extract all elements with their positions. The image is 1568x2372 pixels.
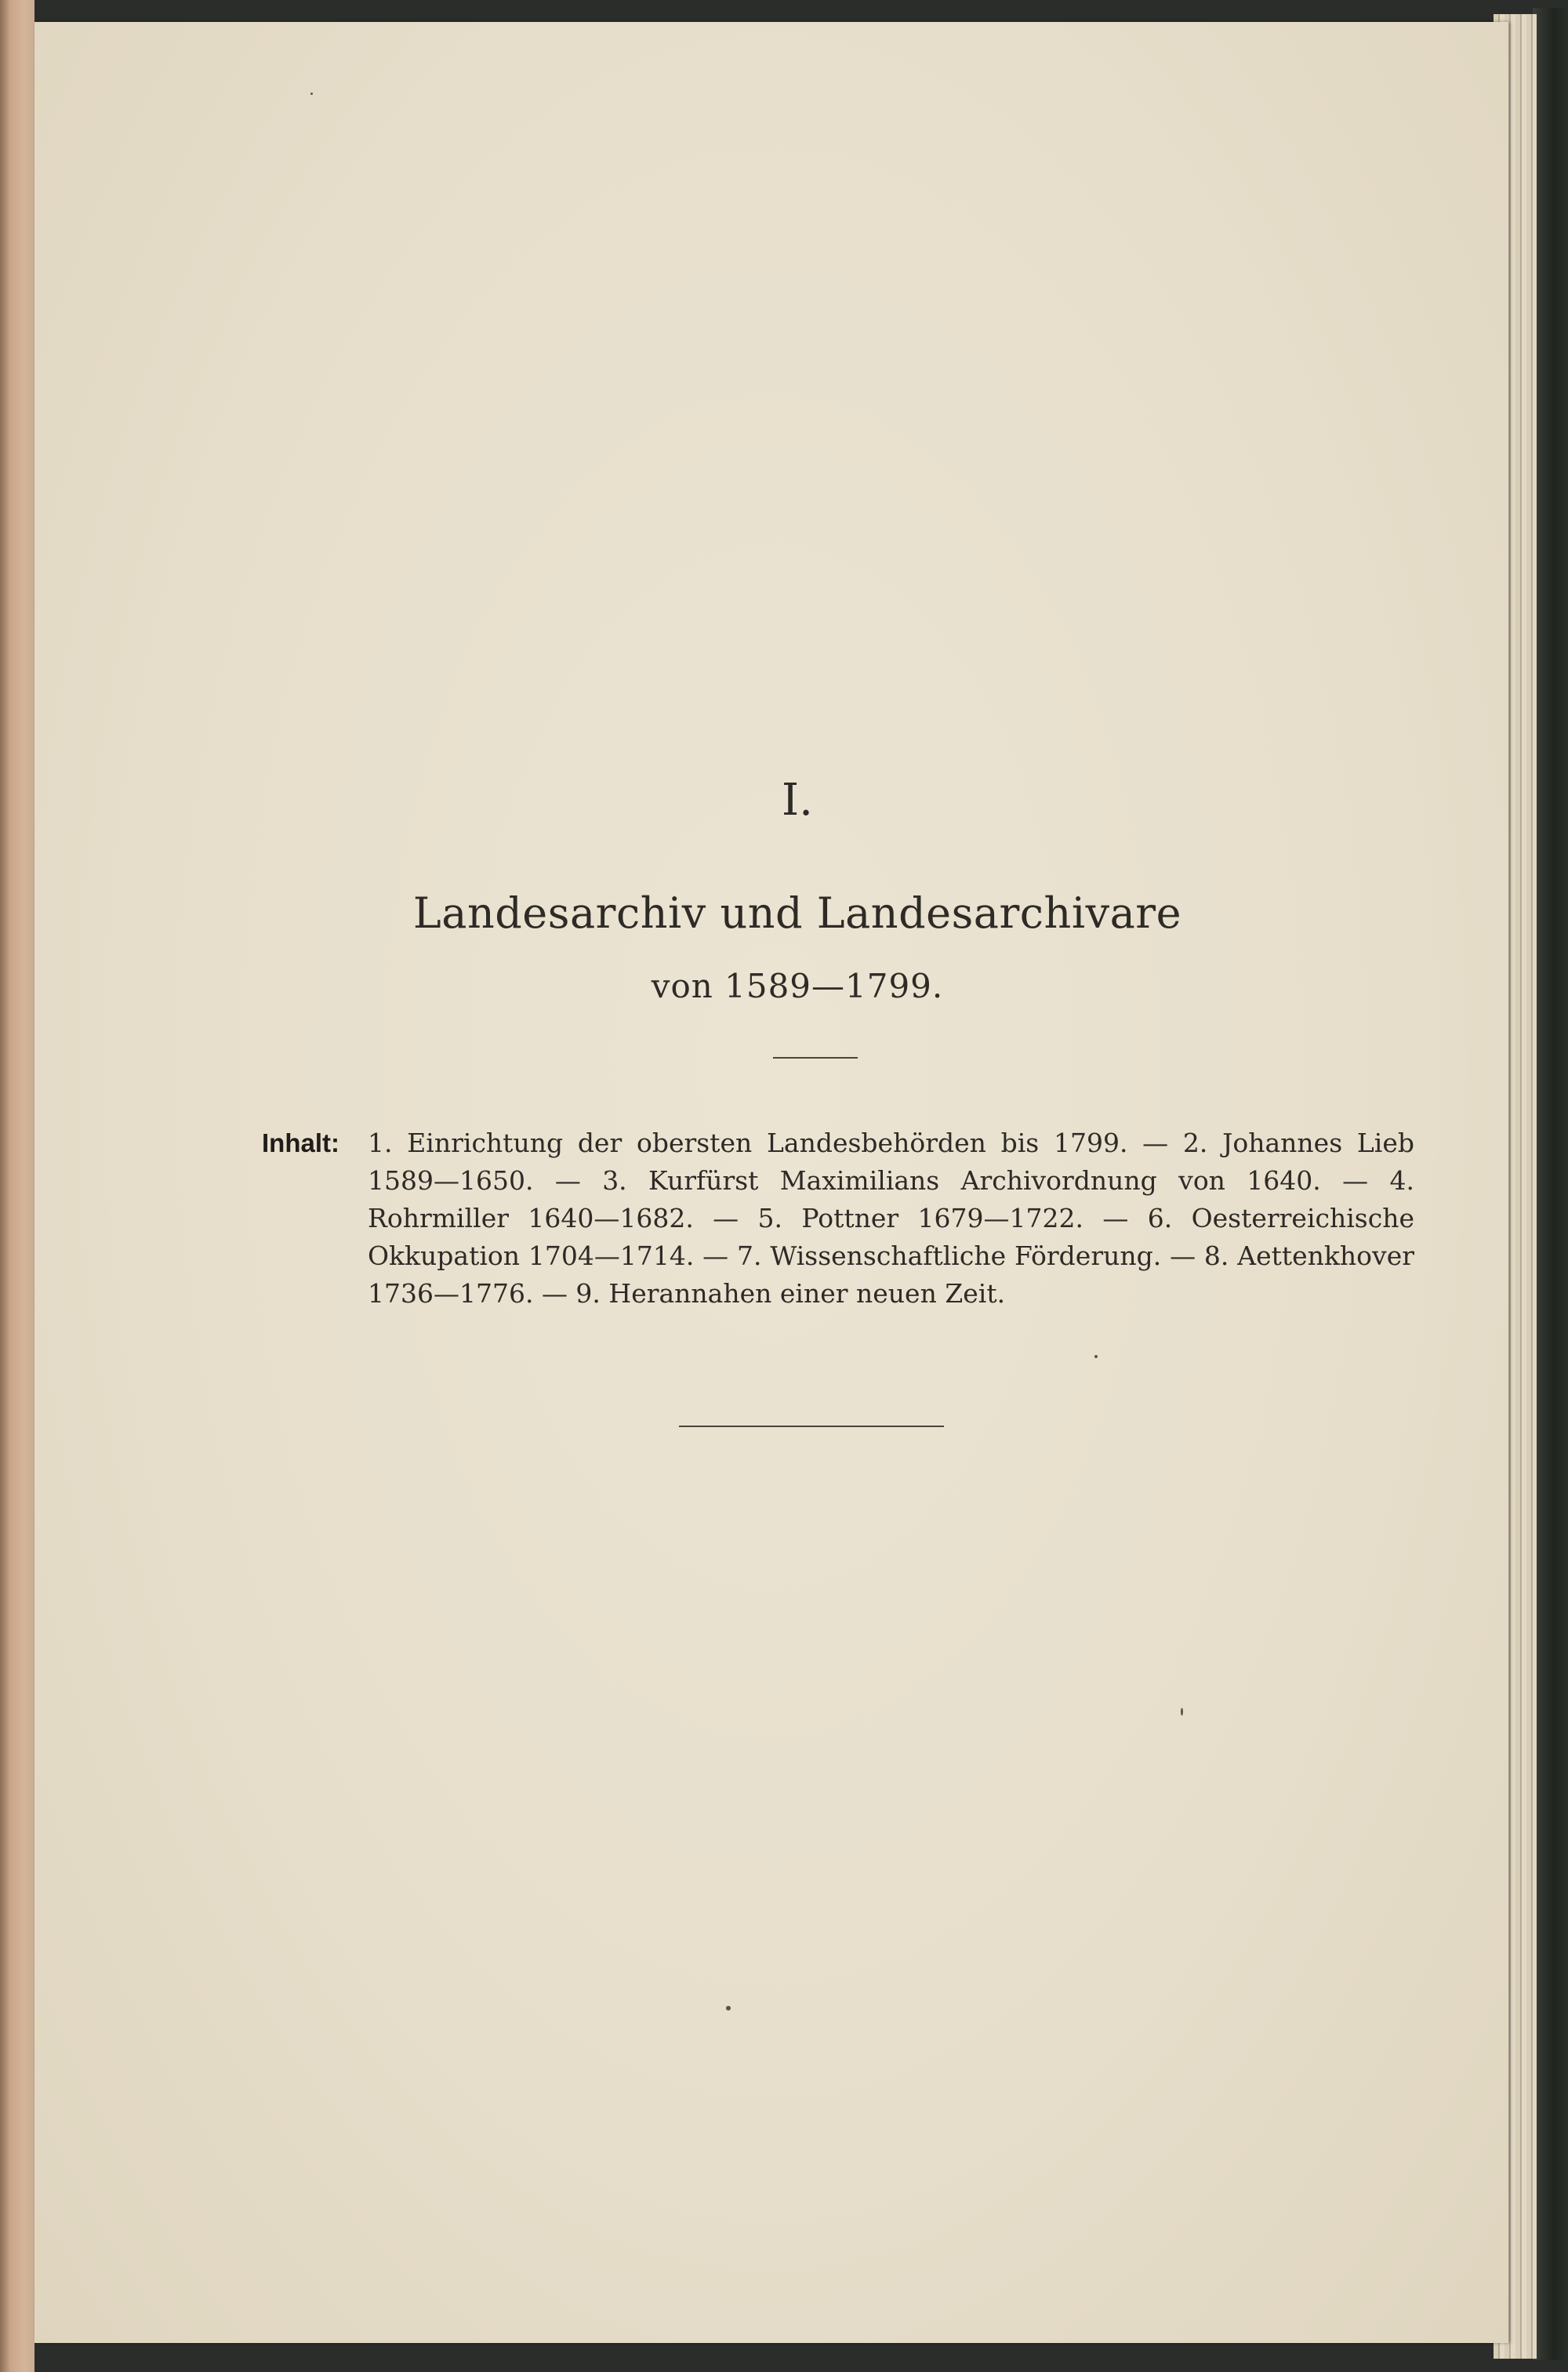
chapter-title: Landesarchiv und Landesarchivare (412, 888, 1182, 938)
paper-speck (310, 93, 313, 95)
chapter-subtitle: von 1589—1799. (651, 967, 944, 1005)
book-cover-edge (1533, 8, 1568, 2360)
binding-gutter (0, 0, 34, 2372)
page-sheet (34, 22, 1508, 2343)
title-divider-rule (773, 1057, 858, 1059)
contents-block (262, 1124, 1414, 1313)
section-end-rule (679, 1426, 944, 1427)
paper-speck (1181, 1708, 1183, 1716)
contents-label: Inhalt: (262, 1128, 339, 1157)
paper-speck (726, 2006, 731, 2011)
contents-text: 1. Einrichtung der obersten Landesbehörden bis 1799. — 2. Johannes Lieb 1589—1650. — 3. Kurfürst Maximilians Archivordnung von 1640. — 4. Rohrmiller 1640—1682. — 5. Pottner 1679—1722. — 6. Oesterreichische Okkupation 1704—1714. — 7. Wissenschaftliche Förderung. — 8. Aettenkhover 1736—1776. — 9. Herannahen einer neuen Zeit. (368, 1128, 1414, 1309)
paper-speck (1094, 1355, 1098, 1358)
chapter-number: I. (782, 775, 813, 826)
